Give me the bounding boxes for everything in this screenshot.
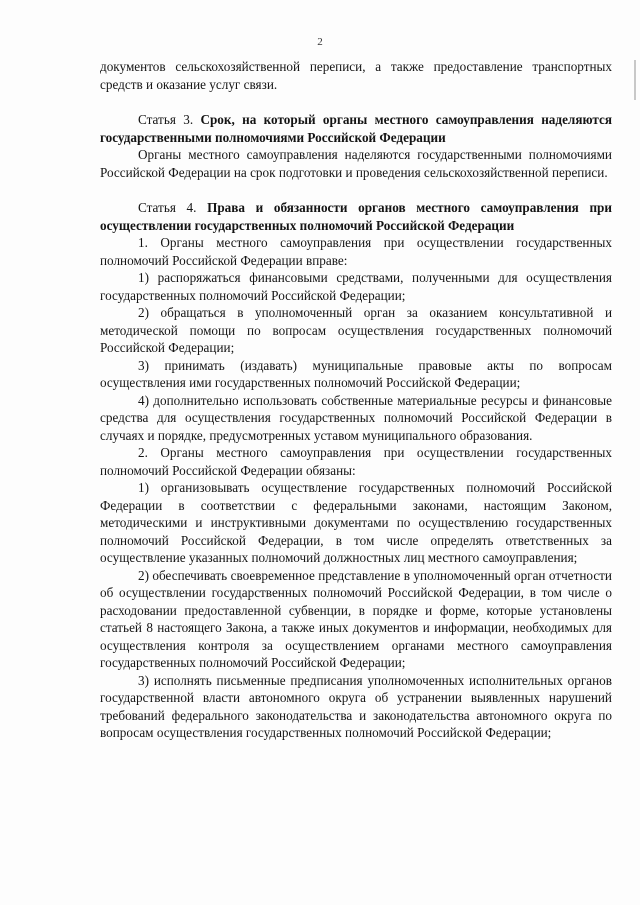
document-body (100, 58, 612, 742)
article-3-heading (100, 111, 612, 146)
scan-edge-mark (634, 60, 636, 100)
article-4-part-2-item-3: 3) исполнять письменные предписания уполномоченных исполнительных органов государственной власти автономного округа об устранении выявленных нарушений требований федерального законодательства и законодательства автономного округа по вопросам осуществления государственных полномочий Российской Федерации; (100, 672, 612, 740)
article-4-part-1-item-4: 4) дополнительно использовать собственные материальные ресурсы и финансовые средства для осуществления государственных полномочий Российской Федерации в случаях и порядке, предусмотренных уставом муниципального образования. (100, 392, 612, 443)
article-3-label: Статья 3. (138, 112, 201, 127)
article-4-label: Статья 4. (138, 200, 208, 215)
page-number: 2 (317, 36, 323, 48)
article-4-part-2-item-1: 1) организовывать осуществление государственных полномочий Российской Федерации в соответствии с федеральными законами, настоящим Законом, методическими и инструктивными документами по осуществлению государственных полномочий Российской Федерации, в том числе определять ответственных за осуществление указанных полномочий должностных лиц местного самоуправления; (100, 480, 612, 565)
article-4-part-1-item-3: 3) принимать (издавать) муниципальные правовые акты по вопросам осуществления ими государственных полномочий Российской Федерации; (100, 357, 612, 390)
article-4-title: Права и обязанности органов местного самоуправления при осуществлении государственных полномочий Российской Федерации (100, 200, 612, 233)
paragraph-continuation: документов сельскохозяйственной переписи, а также предоставление транспортных средств и оказание услуг связи. (100, 59, 612, 92)
article-3-title: Срок, на который органы местного самоуправления наделяются государственными полномочиями Российской Федерации (100, 112, 612, 145)
article-4-part-2: 2. Органы местного самоуправления при осуществлении государственных полномочий Российской Федерации обязаны: (100, 445, 612, 478)
article-4-part-2-item-2: 2) обеспечивать своевременное представление в уполномоченный орган отчетности об осуществлении государственных полномочий Российской Федерации, в том числе о расходовании предоставленной субвенции, в порядке и форме, которые установлены статьей 8 настоящего Закона, а также иных документов и информации, необходимых для осуществления контроля за осуществлением органами местного самоуправления государственных полномочий Российской Федерации; (100, 567, 612, 670)
article-4-heading (100, 199, 612, 234)
article-4-part-1-item-1: 1) распоряжаться финансовыми средствами, полученными для осуществления государственных полномочий Российской Федерации; (100, 270, 612, 303)
article-4-part-1: 1. Органы местного самоуправления при осуществлении государственных полномочий Российской Федерации вправе: (100, 235, 612, 268)
article-3-text: Органы местного самоуправления наделяются государственными полномочиями Российской Федерации на срок подготовки и проведения сельскохозяйственной переписи. (100, 147, 612, 180)
article-4-part-1-item-2: 2) обращаться в уполномоченный орган за оказанием консультативной и методической помощи по вопросам осуществления государственных полномочий Российской Федерации; (100, 305, 612, 355)
